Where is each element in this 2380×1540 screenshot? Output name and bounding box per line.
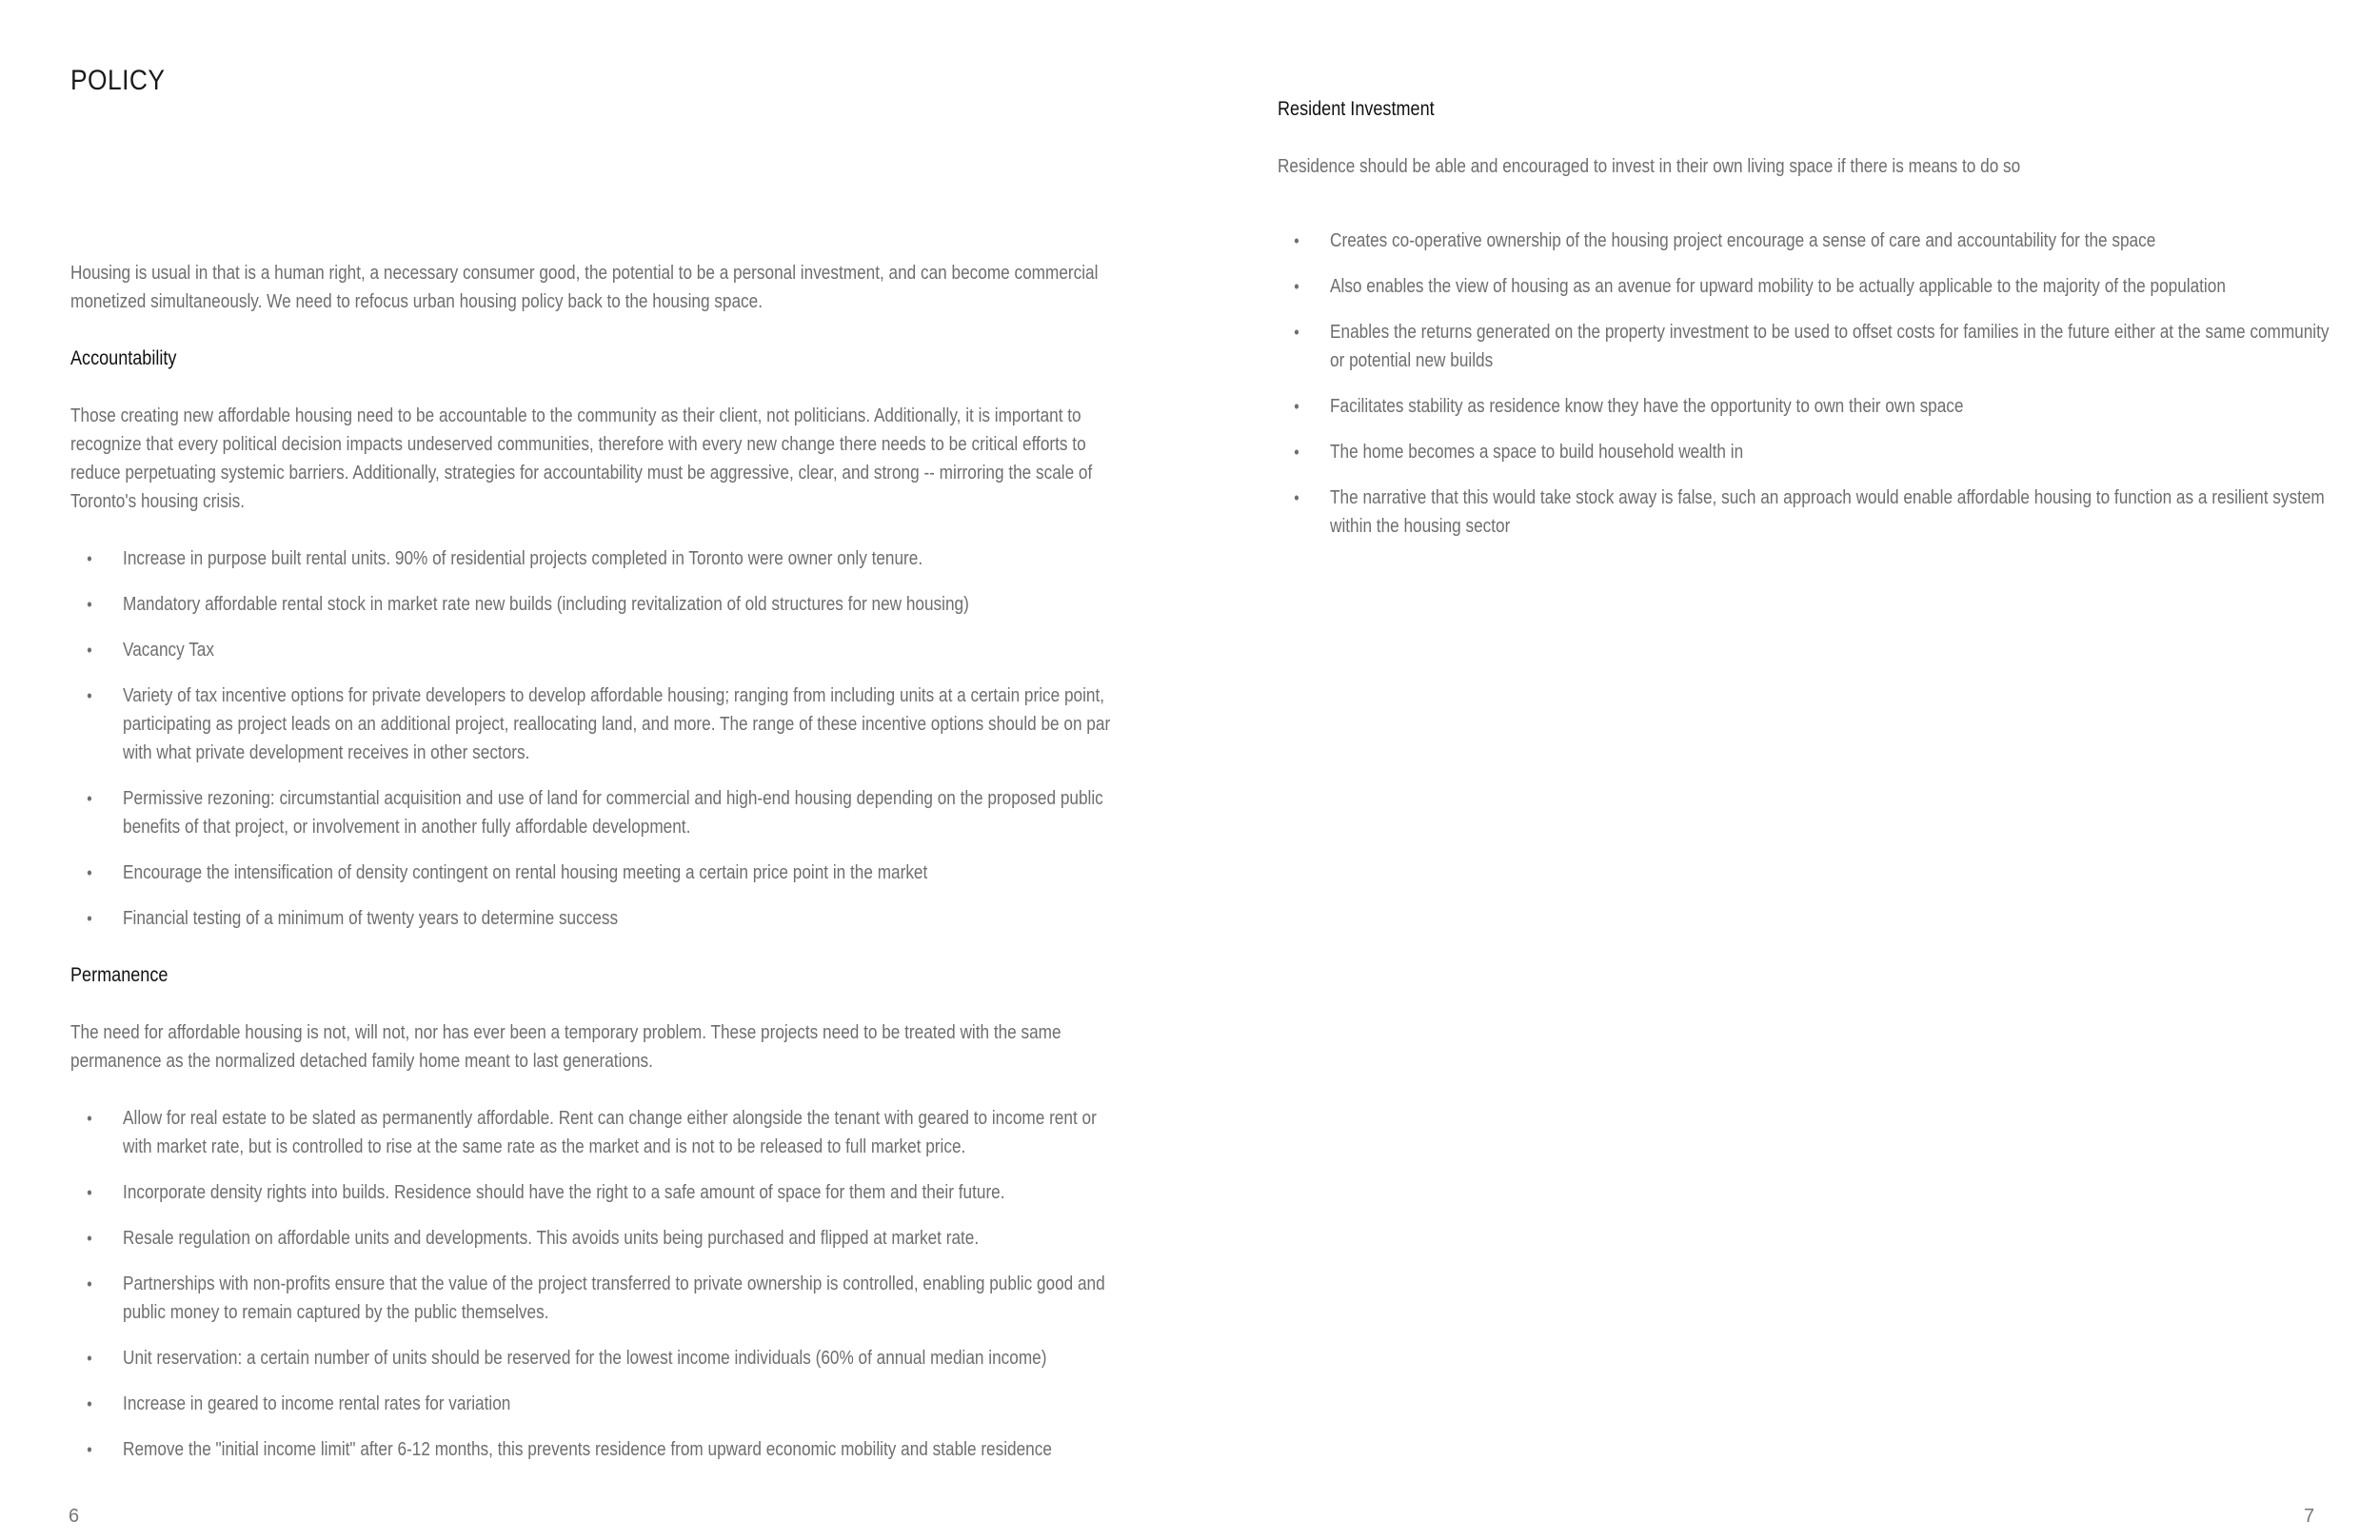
accountability-heading: Accountability: [70, 347, 177, 369]
intro-paragraph: Housing is usual in that is a human right, a necessary consumer good, the potential to be a personal investment, and can become commercial monetized simultaneously. We need to refocus urban housing policy back to the housing space.: [70, 263, 1099, 312]
list-item: [70, 904, 1128, 933]
list-item: [70, 859, 1128, 887]
bullet-icon: •: [1294, 277, 1299, 296]
list-item: [70, 681, 1128, 767]
bullet-icon: •: [87, 1394, 92, 1413]
list-item-text: Financial testing of a minimum of twenty years to determine success: [123, 908, 619, 929]
list-item: [1278, 438, 2333, 466]
list-item: [70, 1390, 1128, 1418]
bullet-icon: •: [87, 641, 92, 660]
list-item: [70, 1344, 1128, 1372]
bullet-icon: •: [87, 1183, 92, 1202]
right-page: [1190, 0, 2380, 1540]
list-item-text: Facilitates stability as residence know they have the opportunity to own their own space: [1330, 396, 1964, 417]
list-item: [1278, 484, 2333, 541]
list-item-text: Allow for real estate to be slated as permanently affordable. Rent can change either alongside the tenant with geared to income rent or with market rate, but is controlled to rise at the same rate as the market and is not to be released to full market price.: [123, 1108, 1097, 1157]
bullet-icon: •: [1294, 443, 1299, 462]
page-number-left: 6: [69, 1506, 80, 1527]
list-item: [1278, 318, 2333, 375]
bullet-icon: •: [1294, 397, 1299, 416]
bullet-icon: •: [87, 595, 92, 614]
right-column: [1278, 95, 2333, 541]
list-item-text: Permissive rezoning: circumstantial acquisition and use of land for commercial and high-end housing depending on the proposed public benefits of that project, or involvement in another fully affordable development.: [123, 788, 1103, 838]
list-item: [70, 1435, 1128, 1464]
left-column: [70, 259, 1128, 1464]
list-item: [1278, 227, 2333, 255]
list-item-text: Also enables the view of housing as an avenue for upward mobility to be actually applicable to the majority of the population: [1330, 276, 2226, 297]
list-item-text: Unit reservation: a certain number of units should be reserved for the lowest income individuals (60% of annual median income): [123, 1348, 1047, 1369]
list-item: [70, 636, 1128, 664]
resident-investment-heading: Resident Investment: [1278, 98, 1435, 120]
bullet-icon: •: [87, 1349, 92, 1368]
accountability-list: [70, 544, 1128, 933]
resident-investment-paragraph: Residence should be able and encouraged to invest in their own living space if there is means to do so: [1278, 156, 2021, 177]
bullet-icon: •: [87, 1109, 92, 1128]
list-item-text: Increase in purpose built rental units. 90% of residential projects completed in Toronto were owner only tenure.: [123, 548, 923, 569]
bullet-icon: •: [87, 909, 92, 928]
list-item-text: The home becomes a space to build household wealth in: [1330, 442, 1744, 463]
list-item-text: Mandatory affordable rental stock in market rate new builds (including revitalization of old structures for new housing): [123, 594, 969, 615]
bullet-icon: •: [87, 789, 92, 808]
list-item-text: Resale regulation on affordable units and developments. This avoids units being purchased and flipped at market rate.: [123, 1228, 980, 1249]
page-number-right: 7: [2304, 1506, 2315, 1527]
bullet-icon: •: [87, 1229, 92, 1248]
bullet-icon: •: [87, 1440, 92, 1459]
list-item: [70, 784, 1128, 841]
list-item: [70, 590, 1128, 619]
permanence-list: [70, 1104, 1128, 1464]
list-item-text: The narrative that this would take stock away is false, such an approach would enable affordable housing to function as a resilient system within the housing sector: [1330, 487, 2325, 537]
bullet-icon: •: [1294, 231, 1299, 250]
accountability-paragraph: Those creating new affordable housing need to be accountable to the community as their client, not politicians. Additionally, it is important to recognize that every political decision impacts undeserved communities, therefore with every new change there needs to be critical efforts to reduce perpetuating systemic barriers. Additionally, strategies for accountability must be aggressive, clear, and strong -- mirroring the scale of Toronto's housing crisis.: [70, 405, 1093, 512]
list-item-text: Partnerships with non-profits ensure that the value of the project transferred to private ownership is controlled, enabling public good and public money to remain captured by the public themselves.: [123, 1273, 1105, 1323]
list-item-text: Incorporate density rights into builds. Residence should have the right to a safe amount of space for them and their future.: [123, 1182, 1005, 1203]
list-item-text: Vacancy Tax: [123, 640, 214, 661]
bullet-icon: •: [87, 686, 92, 705]
permanence-paragraph: The need for affordable housing is not, will not, nor has ever been a temporary problem. These projects need to be treated with the same permanence as the normalized detached family home meant to last generations.: [70, 1022, 1061, 1072]
list-item: [70, 1224, 1128, 1253]
list-item: [1278, 392, 2333, 421]
list-item-text: Increase in geared to income rental rates for variation: [123, 1393, 511, 1414]
bullet-icon: •: [87, 863, 92, 882]
bullet-icon: •: [1294, 488, 1299, 507]
list-item-text: Creates co-operative ownership of the housing project encourage a sense of care and accountability for the space: [1330, 230, 2156, 251]
list-item-text: Enables the returns generated on the property investment to be used to offset costs for families in the future either at the same community or potential new builds: [1330, 322, 2330, 371]
bullet-icon: •: [87, 549, 92, 568]
list-item: [70, 544, 1128, 573]
list-item-text: Remove the "initial income limit" after 6-12 months, this prevents residence from upward economic mobility and stable residence: [123, 1439, 1052, 1460]
bullet-icon: •: [87, 1274, 92, 1293]
list-item: [70, 1178, 1128, 1207]
list-item-text: Encourage the intensification of density contingent on rental housing meeting a certain price point in the market: [123, 862, 928, 883]
bullet-icon: •: [1294, 323, 1299, 342]
list-item: [70, 1270, 1128, 1327]
resident-investment-list: [1278, 227, 2333, 541]
permanence-heading: Permanence: [70, 964, 169, 986]
page-title: POLICY: [70, 65, 166, 96]
list-item: [70, 1104, 1128, 1161]
list-item-text: Variety of tax incentive options for private developers to develop affordable housing; ranging from including units at a certain price point, participating as project leads on an additional project, reallocating land, and more. The range of these incentive options should be on par with what private development receives in other sectors.: [123, 685, 1111, 763]
list-item: [1278, 272, 2333, 301]
